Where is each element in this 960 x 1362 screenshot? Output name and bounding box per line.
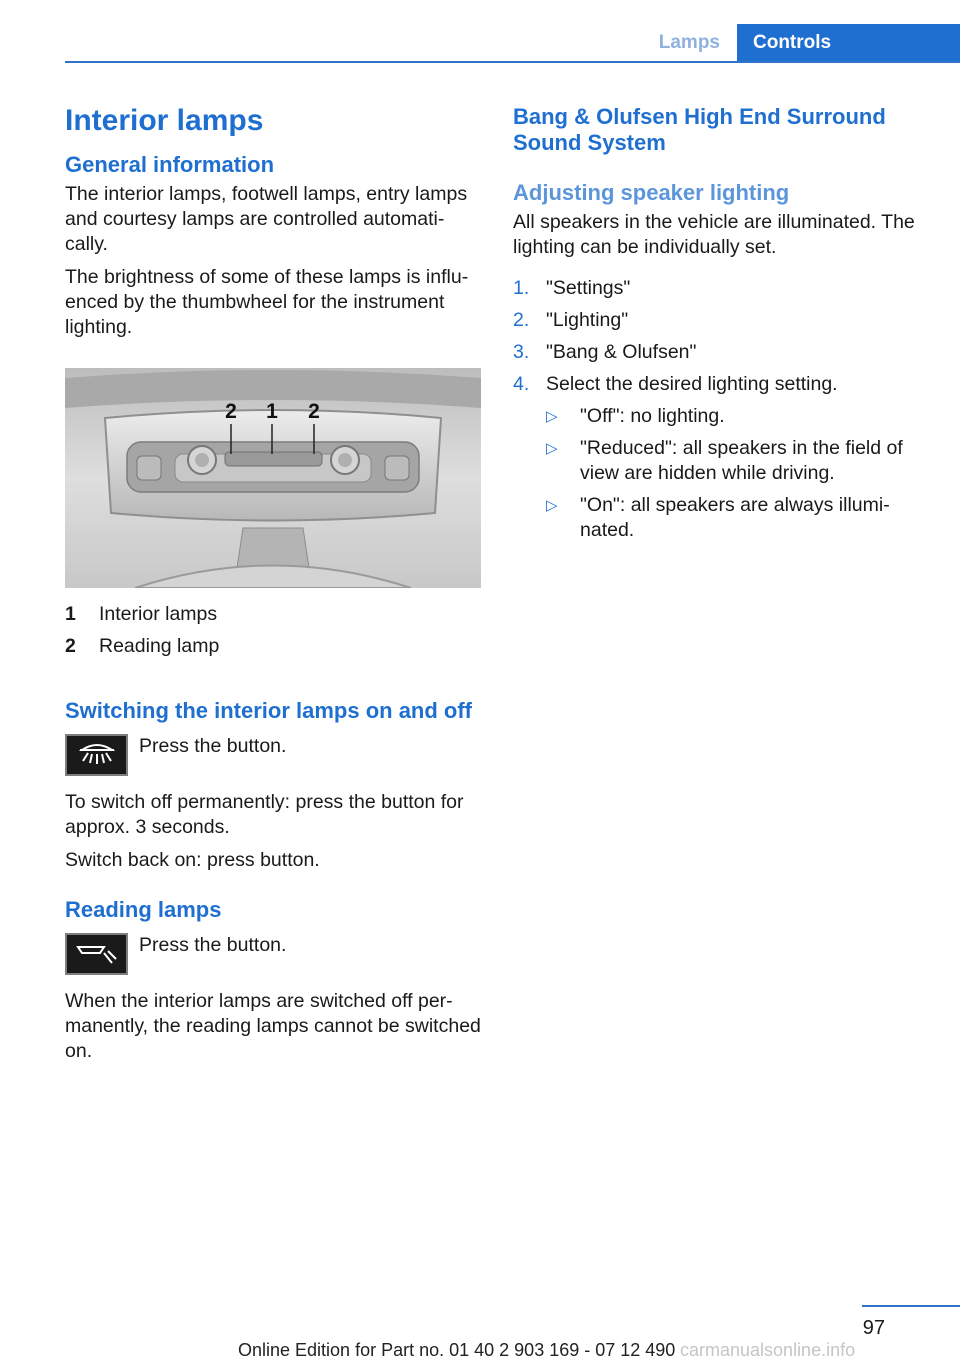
option-item — [546, 436, 923, 486]
watermark-text: carmanualsonline.info — [680, 1340, 856, 1360]
legend-text: Interior lamps — [99, 603, 218, 625]
step-item — [513, 276, 923, 301]
legend-number: 2 — [65, 635, 76, 657]
step-text: Select the desired lighting setting. — [546, 373, 838, 395]
edition-text: Online Edition for Part no. 01 40 2 903 169 - 07 12 490 — [238, 1340, 676, 1360]
reading-lamp-button-icon — [65, 933, 128, 975]
triangle-bullet-icon: ▷ — [546, 408, 558, 425]
triangle-bullet-icon: ▷ — [546, 497, 558, 514]
step-item — [513, 308, 923, 333]
triangle-bullet-icon: ▷ — [546, 440, 558, 457]
step-number: 1. — [513, 277, 530, 299]
speaker-lighting-p1: All speakers in the vehicle are illuminated. The lighting can be individually set. — [513, 211, 915, 258]
figure-label-right: 2 — [308, 400, 320, 423]
page-number: 97 — [862, 1317, 885, 1339]
figure-legend — [65, 598, 481, 662]
footer-rule — [862, 1305, 960, 1307]
step-number: 2. — [513, 309, 530, 331]
lighting-options-list — [546, 404, 923, 543]
option-item — [546, 493, 923, 543]
figure-label-left: 2 — [225, 400, 237, 423]
general-info-p2: The brightness of some of these lamps is influ‐enced by the thumbwheel for the instrument lighting. — [65, 266, 469, 338]
legend-item — [65, 598, 481, 630]
legend-text: Reading lamp — [99, 635, 220, 657]
page-header — [0, 24, 960, 62]
dome-light-icon — [74, 742, 120, 768]
reading-lamp-button-row — [65, 929, 481, 975]
switching-p2: Switch back on: press button. — [65, 849, 320, 871]
step-item — [513, 340, 923, 365]
header-chapter-tab: Controls — [737, 24, 960, 63]
right-column — [513, 100, 923, 557]
step-text: "Settings" — [546, 277, 631, 299]
page-title: Interior lamps — [65, 104, 264, 137]
switching-p1: To switch off permanently: press the button for approx. 3 seconds. — [65, 791, 464, 838]
speaker-lighting-heading: Adjusting speaker lighting — [513, 180, 790, 205]
general-info-p1: The interior lamps, footwell lamps, entry lamps and courtesy lamps are controlled automati‐cally. — [65, 183, 468, 255]
option-text: "Off": no lighting. — [580, 405, 725, 427]
speaker-lighting-steps — [513, 276, 923, 550]
figure-label-center: 1 — [266, 400, 278, 423]
reading-p1: When the interior lamps are switched off per‐manently, the reading lamps cannot be switched on. — [65, 990, 481, 1062]
bang-olufsen-heading: Bang & Olufsen High End Surround Sound System — [513, 104, 886, 155]
step-item — [513, 372, 923, 550]
general-info-heading: General information — [65, 152, 275, 177]
option-text: "Reduced": all speakers in the field of view are hidden while driving. — [580, 437, 903, 484]
step-number: 4. — [513, 373, 530, 395]
header-rule — [65, 61, 960, 63]
legend-item — [65, 630, 481, 662]
header-section-label: Lamps — [658, 32, 720, 53]
switching-press-text: Press the button. — [139, 735, 287, 757]
left-column — [65, 100, 481, 1064]
interior-lamp-button-icon — [65, 734, 128, 776]
reading-lamps-heading: Reading lamps — [65, 897, 222, 922]
switching-heading: Switching the interior lamps on and off — [65, 698, 473, 723]
option-text: "On": all speakers are always illumi‐nated. — [580, 494, 890, 541]
step-text: "Lighting" — [546, 309, 629, 331]
step-text: "Bang & Olufsen" — [546, 341, 697, 363]
overhead-console-illustration — [65, 368, 481, 588]
reading-light-icon — [74, 941, 120, 967]
page-footer — [0, 1305, 960, 1362]
option-item — [546, 404, 923, 429]
reading-press-text: Press the button. — [139, 934, 287, 956]
overhead-console-figure — [65, 368, 481, 588]
legend-number: 1 — [65, 603, 76, 625]
interior-lamp-button-row — [65, 730, 481, 776]
step-number: 3. — [513, 341, 530, 363]
